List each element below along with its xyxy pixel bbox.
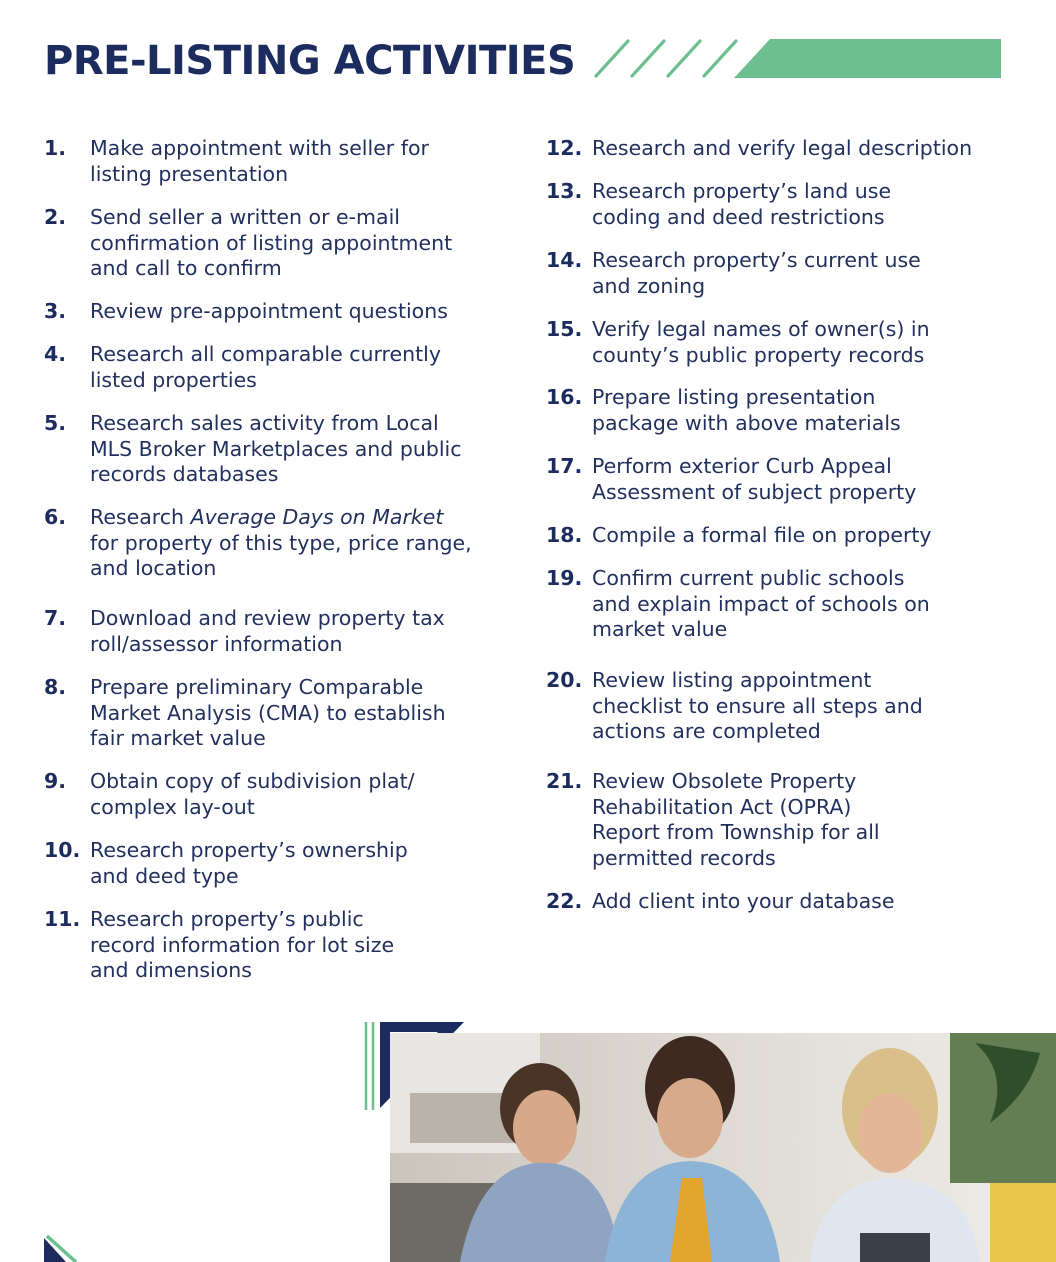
- checklist-item: [44, 136, 504, 187]
- item-text: Prepare listing presentation package with above materials: [592, 385, 901, 435]
- checklist-item: [546, 566, 1036, 643]
- item-number: 17.: [546, 454, 583, 478]
- checklist-item: [44, 907, 504, 984]
- checklist-item: [44, 606, 504, 657]
- item-text: Verify legal names of owner(s) in county’s public property records: [592, 317, 930, 367]
- item-number: 12.: [546, 136, 583, 160]
- item-text: Compile a formal file on property: [592, 523, 932, 547]
- item-text: Review Obsolete Property Rehabilitation Act (OPRA) Report from Township for all permitted records: [592, 769, 880, 870]
- item-number: 13.: [546, 179, 583, 203]
- item-text-part: Research: [90, 505, 191, 529]
- item-number: 2.: [44, 205, 67, 229]
- item-text-emphasis: Average Days on Market: [190, 505, 444, 529]
- item-text: Research property’s current use and zoning: [592, 248, 921, 298]
- page-title: PRE-LISTING ACTIVITIES: [44, 38, 576, 84]
- checklist-item: [546, 317, 1036, 368]
- checklist-item: [546, 523, 1036, 549]
- item-number: 6.: [44, 505, 67, 529]
- corner-stripes-decoration: [44, 1234, 84, 1262]
- item-text-part: for property of this type, price range, and location: [90, 530, 472, 580]
- item-text: Research property’s ownership and deed type: [90, 838, 408, 888]
- item-number: 4.: [44, 342, 67, 366]
- agent-with-clients-photo: [390, 1033, 1056, 1262]
- title-stripes-decoration: [594, 38, 1004, 80]
- checklist-item: [44, 675, 504, 752]
- item-text: Research all comparable currently listed properties: [90, 342, 441, 392]
- item-number: 1.: [44, 136, 67, 160]
- item-number: 9.: [44, 769, 67, 793]
- item-text: Obtain copy of subdivision plat/ complex lay-out: [90, 769, 415, 819]
- item-number: 8.: [44, 675, 67, 699]
- checklist-item: [44, 205, 504, 282]
- checklist-left-column: [44, 136, 504, 996]
- checklist-item: [546, 136, 1036, 162]
- checklist-item: [546, 769, 1036, 871]
- checklist-item: [44, 411, 504, 488]
- item-text: Confirm current public schools and explain impact of schools on market value: [592, 566, 930, 641]
- item-number: 10.: [44, 838, 81, 862]
- checklist-item: [44, 769, 504, 820]
- item-text: Research and verify legal description: [592, 136, 973, 160]
- item-text: Review pre-appointment questions: [90, 299, 448, 323]
- item-text: Research property’s public record information for lot size and dimensions: [90, 907, 395, 982]
- checklist-item: [44, 505, 504, 582]
- checklist-item: [546, 889, 1036, 915]
- checklist-item: [44, 342, 504, 393]
- item-text: Send seller a written or e-mail confirmation of listing appointment and call to confirm: [90, 205, 453, 280]
- item-number: 14.: [546, 248, 583, 272]
- item-text: Perform exterior Curb Appeal Assessment of subject property: [592, 454, 917, 504]
- item-number: 19.: [546, 566, 583, 590]
- item-number: 7.: [44, 606, 67, 630]
- item-number: 21.: [546, 769, 583, 793]
- item-number: 18.: [546, 523, 583, 547]
- checklist-item: [44, 299, 504, 325]
- item-text: [90, 505, 472, 582]
- item-number: 16.: [546, 385, 583, 409]
- checklist-item: [546, 454, 1036, 505]
- item-text: Download and review property tax roll/assessor information: [90, 606, 445, 656]
- checklist-item: [546, 668, 1036, 745]
- item-number: 20.: [546, 668, 583, 692]
- item-text: Make appointment with seller for listing presentation: [90, 136, 429, 186]
- item-number: 15.: [546, 317, 583, 341]
- checklist-item: [546, 248, 1036, 299]
- item-text: Add client into your database: [592, 889, 895, 913]
- item-text: Review listing appointment checklist to ensure all steps and actions are completed: [592, 668, 923, 743]
- item-number: 22.: [546, 889, 583, 913]
- item-number: 5.: [44, 411, 67, 435]
- item-text: Research sales activity from Local MLS Broker Marketplaces and public records databases: [90, 411, 462, 486]
- checklist-item: [546, 179, 1036, 230]
- checklist-right-column: [546, 136, 1036, 996]
- item-number: 11.: [44, 907, 81, 931]
- checklist-item: [546, 385, 1036, 436]
- item-text: Research property’s land use coding and deed restrictions: [592, 179, 892, 229]
- item-text: Prepare preliminary Comparable Market Analysis (CMA) to establish fair market value: [90, 675, 446, 750]
- item-number: 3.: [44, 299, 67, 323]
- checklist-item: [44, 838, 504, 889]
